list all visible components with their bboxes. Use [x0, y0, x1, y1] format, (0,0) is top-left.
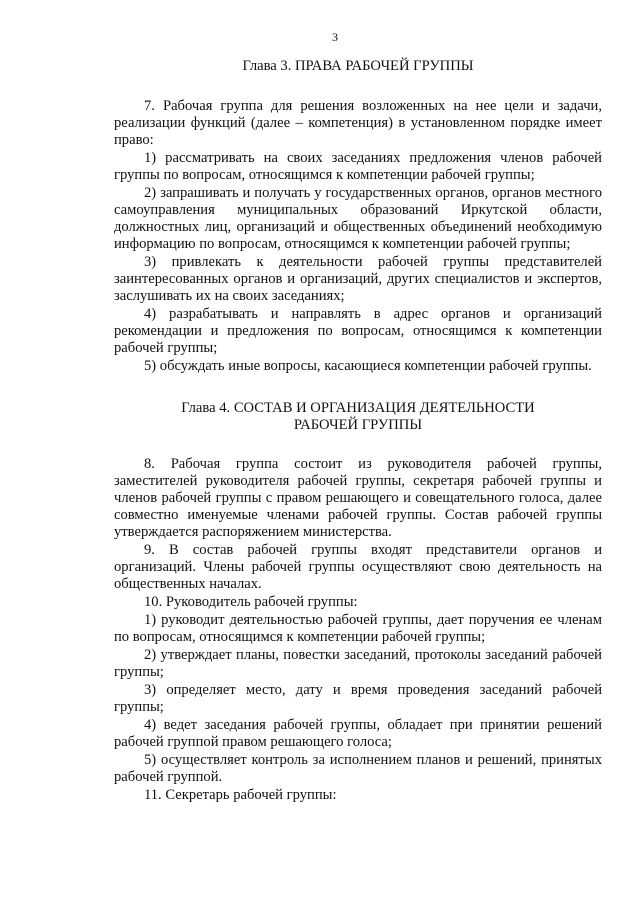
- chapter3-title: Глава 3. ПРАВА РАБОЧЕЙ ГРУППЫ: [242, 58, 474, 74]
- paragraph-7-item-5: 5) обсуждать иные вопросы, касающиеся компетенции рабочей группы.: [144, 358, 592, 374]
- paragraph-7-item-1: 1) рассматривать на своих заседаниях предложения членов рабочей группы по вопросам, относящимся к компетенции рабочей группы;: [114, 150, 602, 183]
- paragraph-10-item-4: 4) ведет заседания рабочей группы, обладает при принятии решений рабочей группой правом решающего голоса;: [114, 717, 602, 750]
- chapter3-section: [114, 98, 602, 375]
- paragraph-10: 10. Руководитель рабочей группы:: [144, 594, 358, 610]
- chapter4-section: [114, 456, 602, 804]
- paragraph-11: 11. Секретарь рабочей группы:: [144, 787, 337, 803]
- document-body: [114, 58, 602, 805]
- paragraph-10-item-5: 5) осуществляет контроль за исполнением планов и решений, принятых рабочей группой.: [114, 752, 602, 785]
- paragraph-7: 7. Рабочая группа для решения возложенных на нее цели и задачи, реализации функций (далее – компетенция) в установленном порядке имеет право:: [114, 98, 602, 148]
- paragraph-8: 8. Рабочая группа состоит из руководителя рабочей группы, заместителей руководителя рабочей группы, секретаря рабочей группы и членов рабочей группы с правом решающего и совещательного голоса, далее совместно именуемые членами рабочей группы. Состав рабочей группы утверждается распоряжением министерства.: [114, 456, 602, 540]
- paragraph-10-item-1: 1) руководит деятельностью рабочей группы, дает поручения ее членам по вопросам, относящимся к компетенции рабочей группы;: [114, 612, 602, 645]
- chapter4-title: [114, 400, 602, 434]
- paragraph-9: 9. В состав рабочей группы входят представители органов и организаций. Члены рабочей группы осуществляют свою деятельность на общественных началах.: [114, 542, 602, 592]
- paragraph-7-item-3: 3) привлекать к деятельности рабочей группы представителей заинтересованных органов и организаций, других специалистов и экспертов, заслушивать их на своих заседаниях;: [114, 254, 602, 304]
- paragraph-7-item-2: 2) запрашивать и получать у государственных органов, органов местного самоуправления муниципальных образований Иркутской области, должностных лиц, организаций и общественных объединений необходимую информацию по вопросам, относящимся к компетенции рабочей группы;: [114, 185, 602, 252]
- page-number: 3: [332, 30, 338, 44]
- paragraph-7-item-4: 4) разрабатывать и направлять в адрес органов и организаций рекомендации и предложения по вопросам, относящимся к компетенции рабочей группы;: [114, 306, 602, 356]
- chapter4-title-line1: Глава 4. СОСТАВ И ОРГАНИЗАЦИЯ ДЕЯТЕЛЬНОСТИ: [181, 400, 535, 416]
- chapter4-title-line2: РАБОЧЕЙ ГРУППЫ: [293, 417, 423, 433]
- paragraph-10-item-2: 2) утверждает планы, повестки заседаний, протоколы заседаний рабочей группы;: [114, 647, 602, 680]
- paragraph-10-item-3: 3) определяет место, дату и время проведения заседаний рабочей группы;: [114, 682, 602, 715]
